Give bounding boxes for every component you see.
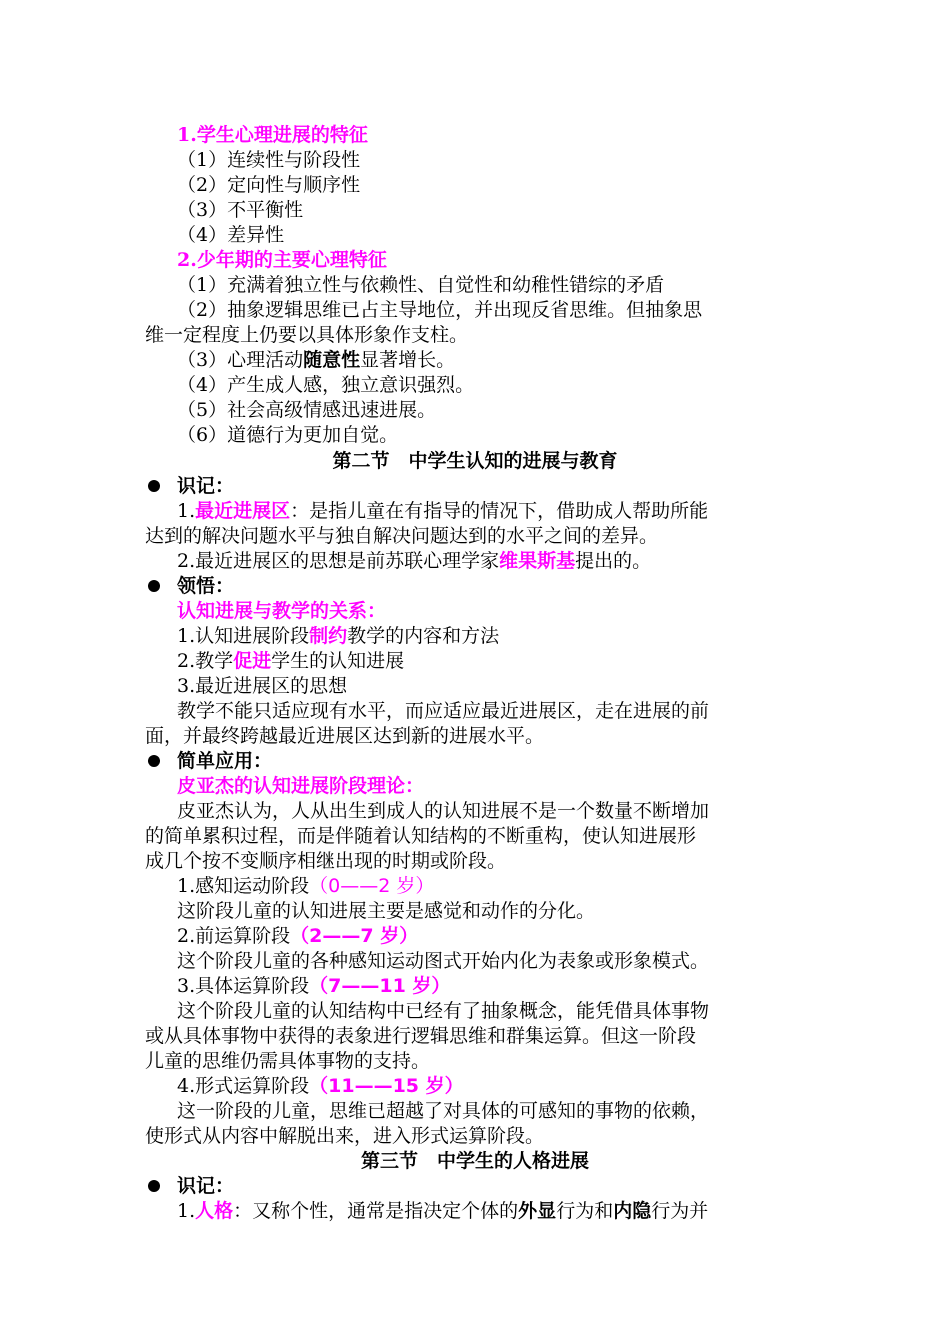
stage-desc: 或从具体事物中获得的表象进行逻辑思维和群集运算。但这一阶段 — [145, 1025, 697, 1047]
text: 1. — [177, 1200, 196, 1222]
text: 1.感知运动阶段 — [177, 875, 310, 897]
emphasis: 内隐 — [613, 1200, 652, 1222]
text: 教学的内容和方法 — [347, 625, 500, 647]
subheading-relation: 认知进展与教学的关系： — [177, 600, 387, 622]
stage-desc: 这阶段儿童的认知进展主要是感觉和动作的分化。 — [177, 900, 596, 922]
text: 学生的认知进展 — [271, 650, 405, 672]
stage-heading — [177, 924, 842, 949]
bullet-icon — [148, 480, 160, 492]
term: 最近进展区 — [195, 500, 291, 522]
definition-line — [177, 499, 842, 524]
paragraph-line: 的简单累积过程，而是伴随着认知结构的不断重构，使认知进展形 — [145, 825, 697, 847]
list-item: （5）社会高级情感迅速进展。 — [177, 399, 437, 421]
emphasis: 外显 — [518, 1200, 557, 1222]
stage-desc: 儿童的思维仍需具体事物的支持。 — [145, 1050, 431, 1072]
list-item — [177, 624, 842, 649]
subheading-jiji: 识记： — [177, 1175, 235, 1197]
bullet-icon — [148, 580, 160, 592]
list-item: （4）差异性 — [177, 224, 285, 246]
list-item: （1）连续性与阶段性 — [177, 149, 361, 171]
stage-age: （2——7 岁） — [290, 925, 419, 947]
stage-age: （7——11 岁） — [309, 975, 451, 997]
text-line — [177, 549, 842, 574]
term: 制约 — [309, 625, 348, 647]
bullet-icon — [148, 1180, 160, 1192]
text: 3.具体运算阶段 — [177, 975, 310, 997]
definition-continuation: 达到的解决问题水平与独自解决问题达到的水平之间的差异。 — [145, 525, 659, 547]
list-item: （2）抽象逻辑思维已占主导地位，并出现反省思维。但抽象思 — [177, 299, 703, 321]
list-item-continuation: 维一定程度上仍要以具体形象作支柱。 — [145, 324, 469, 346]
list-item: （1）充满着独立性与依赖性、自觉性和幼稚性错综的矛盾 — [177, 274, 665, 296]
list-item — [177, 649, 842, 674]
subheading-yingyong: 简单应用： — [177, 750, 273, 772]
text: 1. — [177, 500, 196, 522]
stage-desc: 这个阶段儿童的认知结构中已经有了抽象概念，能凭借具体事物 — [177, 1000, 710, 1022]
bullet-icon — [148, 755, 160, 767]
heading-psych-dev-features: 1.学生心理进展的特征 — [177, 124, 368, 146]
text: 提出的。 — [575, 550, 652, 572]
stage-heading — [177, 1074, 842, 1099]
stage-heading — [177, 974, 842, 999]
list-item: （3）不平衡性 — [177, 199, 304, 221]
heading-adolescence-features: 2.少年期的主要心理特征 — [177, 249, 387, 271]
text: 行为并 — [651, 1200, 709, 1222]
stage-desc: 这个阶段儿童的各种感知运动图式开始内化为表象或形象模式。 — [177, 950, 710, 972]
paragraph-line: 面，并最终跨越最近进展区达到新的进展水平。 — [145, 725, 545, 747]
definition-line — [177, 1199, 842, 1224]
list-item: 3.最近进展区的思想 — [177, 675, 348, 697]
stage-age: （11——15 岁） — [309, 1075, 464, 1097]
text: 行为和 — [556, 1200, 614, 1222]
subheading-jiji: 识记： — [177, 475, 235, 497]
term: 维果斯基 — [499, 550, 576, 572]
term: 促进 — [233, 650, 272, 672]
list-item: （4）产生成人感，独立意识强烈。 — [177, 374, 475, 396]
text: ：又称个性，通常是指决定个体的 — [233, 1200, 519, 1222]
text: 2.教学 — [177, 650, 234, 672]
subheading-lingwu: 领悟： — [177, 575, 235, 597]
text: 4.形式运算阶段 — [177, 1075, 310, 1097]
text: 2.最近进展区的思想是前苏联心理学家 — [177, 550, 500, 572]
paragraph-line: 皮亚杰认为，人从出生到成人的认知进展不是一个数量不断增加 — [177, 800, 710, 822]
subheading-piaget: 皮亚杰的认知进展阶段理论： — [177, 775, 425, 797]
paragraph-line: 成几个按不变顺序相继出现的时期或阶段。 — [145, 850, 507, 872]
section-title-2: 第二节 中学生认知的进展与教育 — [332, 450, 618, 472]
emphasis: 随意性 — [303, 349, 361, 371]
list-item — [177, 348, 842, 373]
list-item: （2）定向性与顺序性 — [177, 174, 361, 196]
text: ：是指儿童在有指导的情况下，借助成人帮助所能 — [290, 500, 709, 522]
term: 人格 — [195, 1200, 234, 1222]
text: 显著增长。 — [360, 349, 456, 371]
stage-desc: 使形式从内容中解脱出来，进入形式运算阶段。 — [145, 1125, 545, 1147]
stage-age: （0——2 岁） — [309, 875, 435, 897]
paragraph-line: 教学不能只适应现有水平，而应适应最近进展区，走在进展的前 — [177, 700, 710, 722]
stage-desc: 这一阶段的儿童，思维已超越了对具体的可感知的事物的依赖， — [177, 1100, 710, 1122]
section-title-3: 第三节 中学生的人格进展 — [360, 1150, 589, 1172]
text: （3）心理活动 — [177, 349, 304, 371]
list-item: （6）道德行为更加自觉。 — [177, 424, 399, 446]
text: 1.认知进展阶段 — [177, 625, 310, 647]
stage-heading — [177, 874, 842, 899]
text: 2.前运算阶段 — [177, 925, 291, 947]
